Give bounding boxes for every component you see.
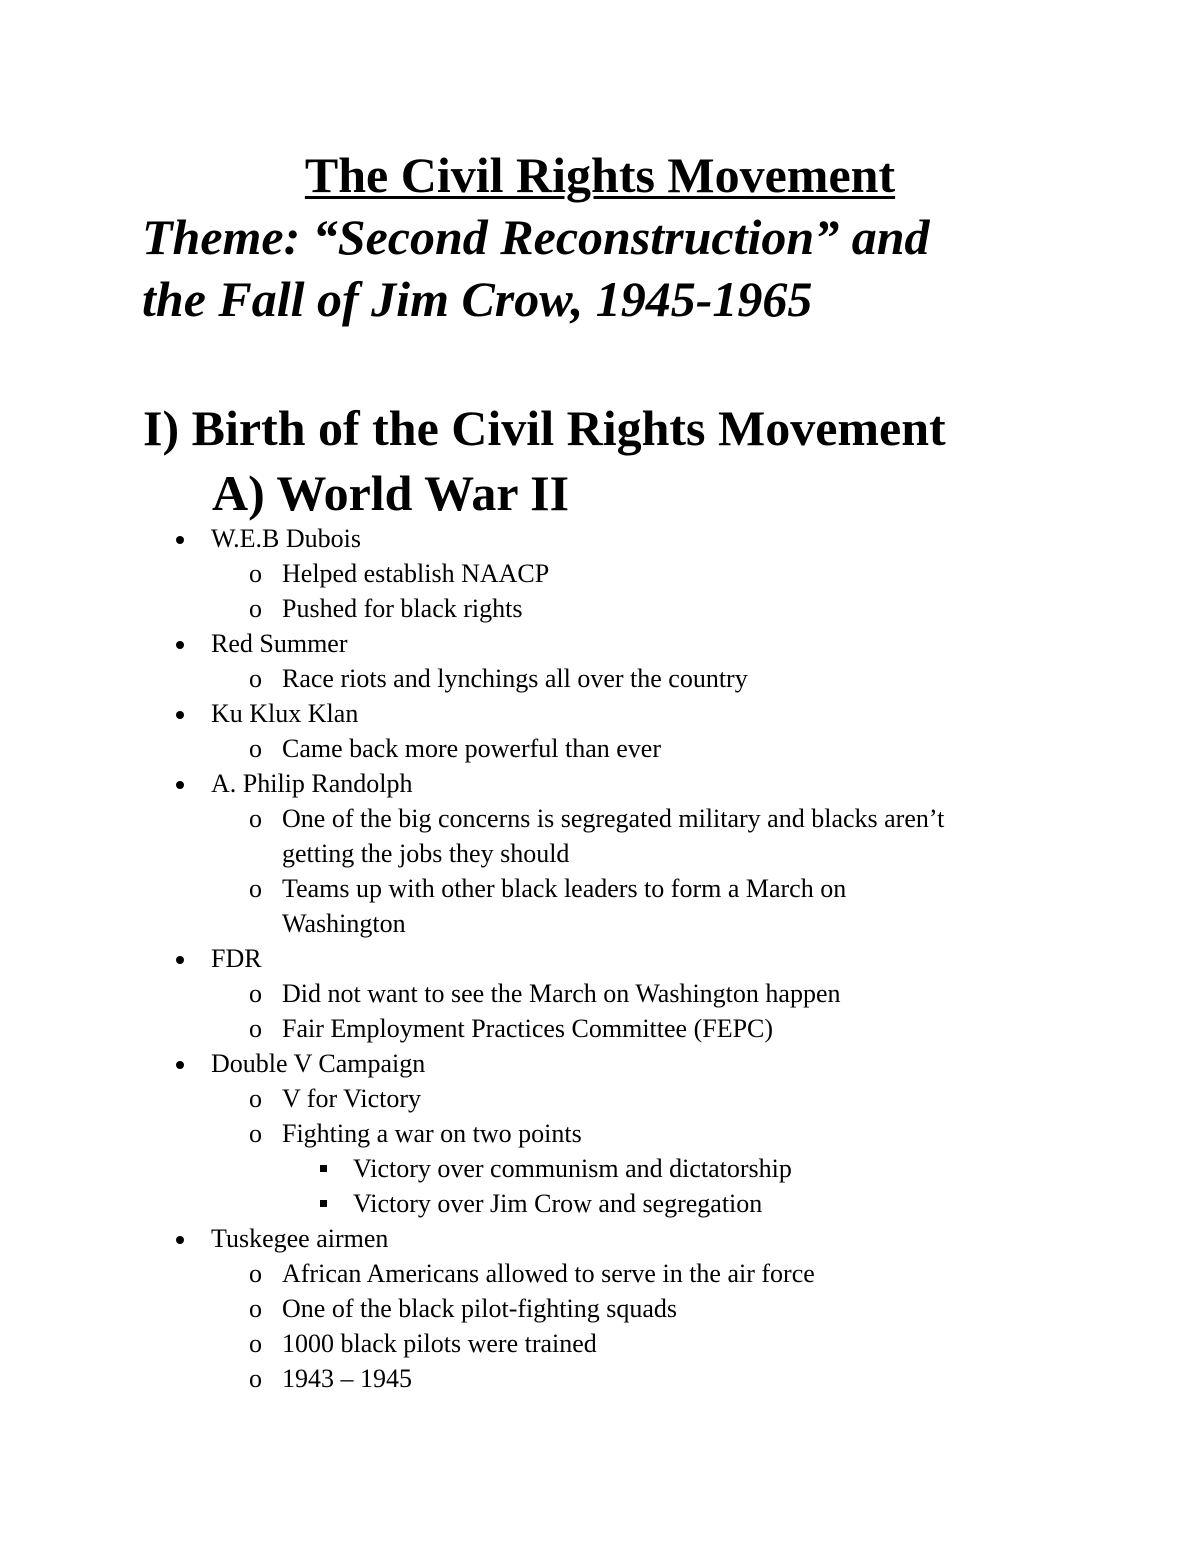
sub-list-item: Washington <box>282 909 406 938</box>
list-item: Double V Campaign <box>211 1049 426 1078</box>
sub-list-item: getting the jobs they should <box>282 839 570 868</box>
bullet-circle-icon: o <box>249 734 262 763</box>
bullet-disc-icon <box>176 536 184 544</box>
sub-list-item: Came back more powerful than ever <box>282 734 662 763</box>
bullet-circle-icon: o <box>249 804 262 833</box>
bullet-circle-icon: o <box>249 1119 262 1148</box>
sub-sub-list-item: Victory over communism and dictatorship <box>353 1154 792 1183</box>
bullet-square-icon <box>320 1165 327 1172</box>
list-item: Ku Klux Klan <box>211 699 359 728</box>
bullet-circle-icon: o <box>249 1329 262 1358</box>
sub-list-item: Did not want to see the March on Washington happen <box>282 979 841 1008</box>
list-item: FDR <box>211 944 262 973</box>
theme-line-2: the Fall of Jim Crow, 1945-1965 <box>142 271 813 327</box>
bullet-circle-icon: o <box>249 1294 262 1323</box>
sub-list-item: Helped establish NAACP <box>282 559 550 588</box>
theme-line-1: Theme: “Second Reconstruction” and <box>142 209 930 265</box>
list-item: Red Summer <box>211 629 348 658</box>
sub-list-item: One of the black pilot-fighting squads <box>282 1294 677 1323</box>
sub-list-item: V for Victory <box>282 1084 422 1113</box>
sub-sub-list-item: Victory over Jim Crow and segregation <box>353 1189 763 1218</box>
sub-list-item: Pushed for black rights <box>282 594 523 623</box>
list-item: Tuskegee airmen <box>211 1224 389 1253</box>
sub-list-item: 1943 – 1945 <box>282 1364 412 1393</box>
subsection-heading: A) World War II <box>212 465 570 521</box>
bullet-disc-icon <box>176 1061 184 1069</box>
bullet-disc-icon <box>176 711 184 719</box>
sub-list-item: Fighting a war on two points <box>282 1119 582 1148</box>
sub-list-item: Race riots and lynchings all over the country <box>282 664 748 693</box>
bullet-circle-icon: o <box>249 594 262 623</box>
sub-list-item: African Americans allowed to serve in the air force <box>282 1259 815 1288</box>
list-item: A. Philip Randolph <box>211 769 413 798</box>
bullet-circle-icon: o <box>249 979 262 1008</box>
document-theme <box>142 206 1102 330</box>
bullet-disc-icon <box>176 956 184 964</box>
bullet-circle-icon: o <box>249 1364 262 1393</box>
bullet-disc-icon <box>176 641 184 649</box>
bullet-circle-icon: o <box>249 1084 262 1113</box>
section-heading: I) Birth of the Civil Rights Movement <box>143 400 946 456</box>
sub-list-item: Teams up with other black leaders to form a March on <box>282 874 847 903</box>
bullet-circle-icon: o <box>249 559 262 588</box>
bullet-disc-icon <box>176 781 184 789</box>
bullet-circle-icon: o <box>249 664 262 693</box>
list-item: W.E.B Dubois <box>211 524 361 553</box>
bullet-circle-icon: o <box>249 874 262 903</box>
bullet-circle-icon: o <box>249 1259 262 1288</box>
sub-list-item: Fair Employment Practices Committee (FEPC) <box>282 1014 774 1043</box>
bullet-disc-icon <box>176 1236 184 1244</box>
sub-list-item: One of the big concerns is segregated military and blacks aren’t <box>282 804 945 833</box>
bullet-circle-icon: o <box>249 1014 262 1043</box>
document-title: The Civil Rights Movement <box>304 147 896 203</box>
bullet-square-icon <box>320 1200 327 1207</box>
sub-list-item: 1000 black pilots were trained <box>282 1329 597 1358</box>
